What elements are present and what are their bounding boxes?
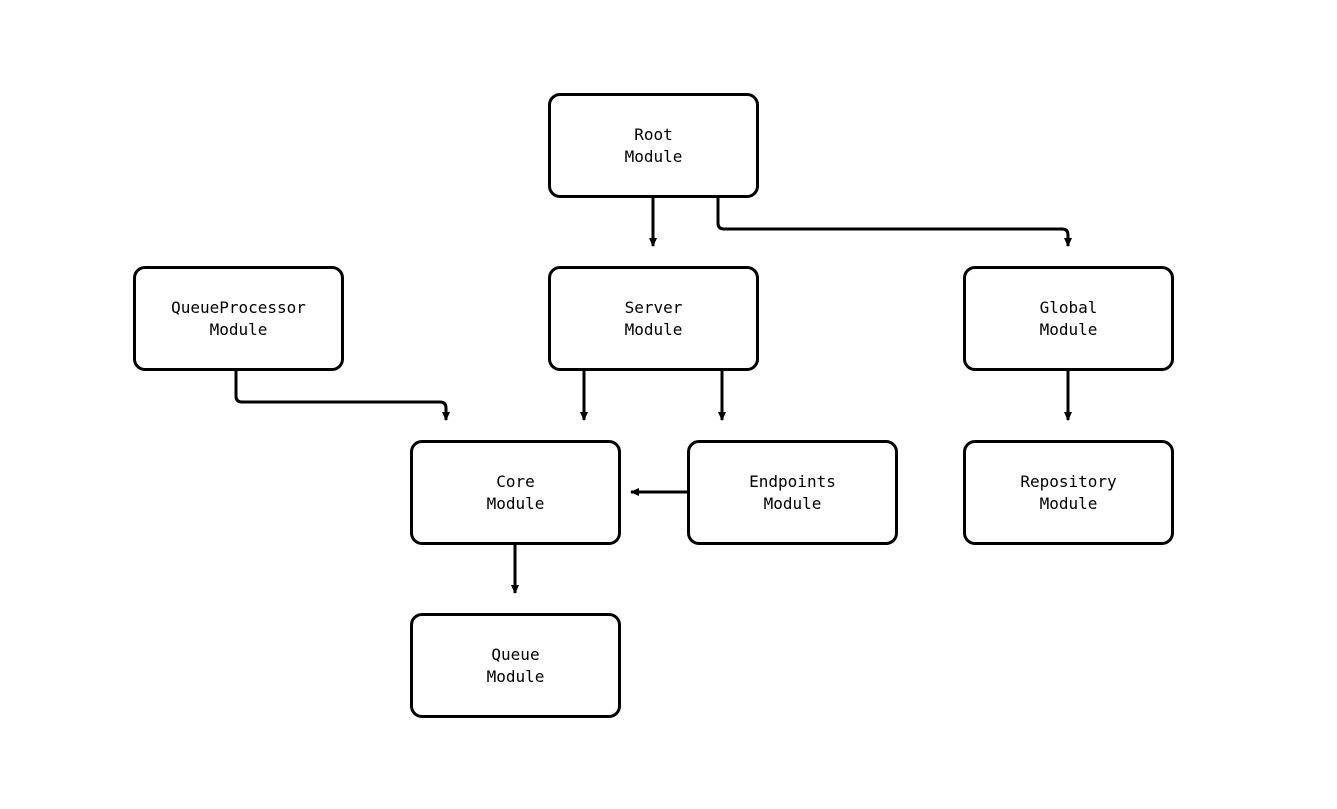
node-core-module[interactable] [410,440,621,545]
node-label-line2: Module [486,666,545,686]
node-label-line1: Server [624,297,683,317]
node-label-line2: Module [624,319,683,339]
node-queueprocessor-module[interactable] [133,266,344,371]
node-label-line1: Repository [1020,471,1117,491]
node-label-line1: Core [496,471,535,491]
node-label-line2: Module [763,493,822,513]
node-label-line2: Module [486,493,545,513]
node-label-line1: Endpoints [749,471,836,491]
node-global-module[interactable] [963,266,1174,371]
node-label-line2: Module [1039,493,1098,513]
node-server-module[interactable] [548,266,759,371]
node-endpoints-module[interactable] [687,440,898,545]
node-label-line2: Module [1039,319,1098,339]
node-label-line1: Global [1039,297,1098,317]
node-label-line1: Root [634,124,673,144]
edge-root-to-global [718,198,1068,246]
node-queue-module[interactable] [410,613,621,718]
edge-queueprocessor-to-core [236,371,446,420]
node-root-module[interactable] [548,93,759,198]
node-label-line2: Module [624,146,683,166]
node-repository-module[interactable] [963,440,1174,545]
node-label-line1: Queue [491,644,540,664]
node-label-line1: QueueProcessor [171,297,306,317]
node-label-line2: Module [209,319,268,339]
